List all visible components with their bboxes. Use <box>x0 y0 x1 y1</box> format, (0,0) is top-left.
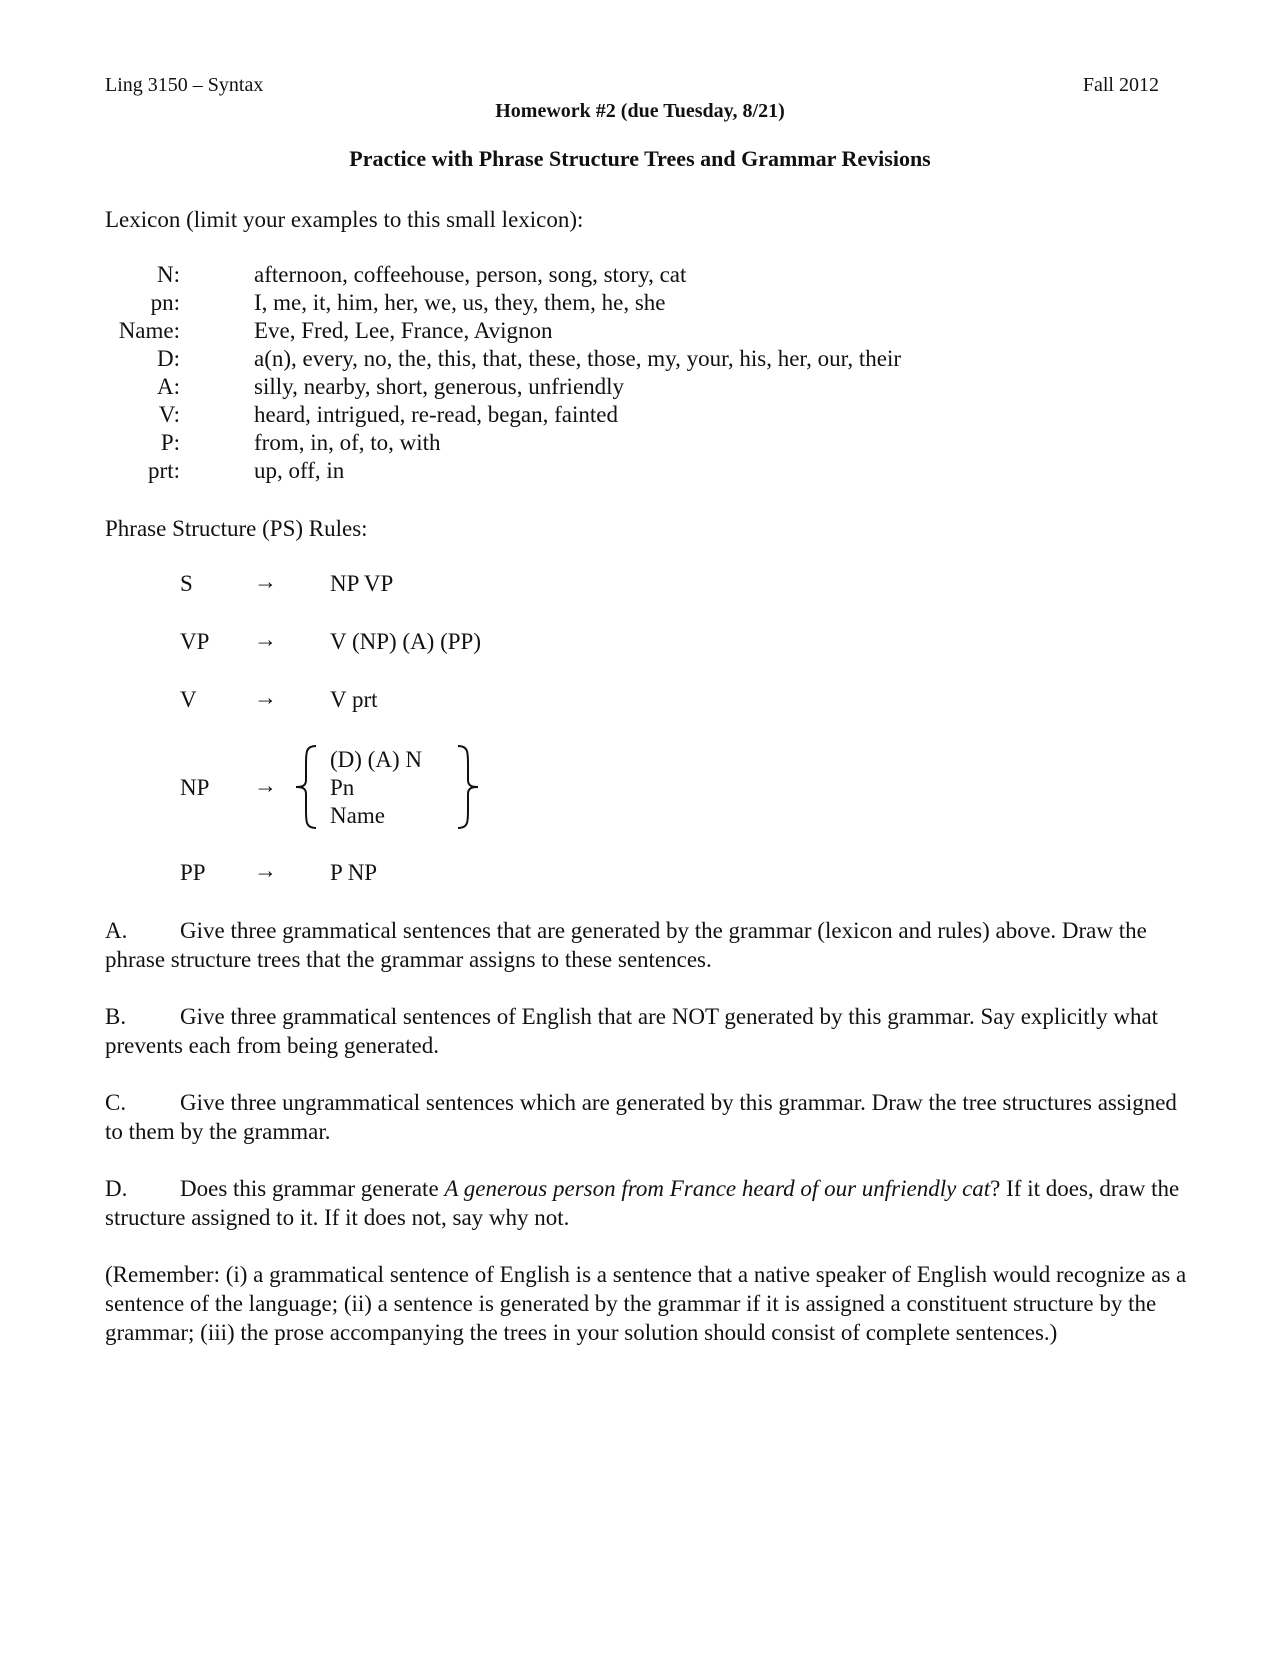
lexicon-label: N: <box>157 262 180 287</box>
rule-rhs: P NP <box>330 860 378 885</box>
lexicon-label: prt: <box>148 458 180 483</box>
lexicon-label: V: <box>158 402 180 427</box>
lexicon-words: from, in, of, to, with <box>254 430 441 455</box>
arrow-icon: → <box>254 569 277 594</box>
question-text: Give three grammatical sentences of English that are NOT generated by this grammar. Say explicitly what prevents each from being generated. <box>105 1004 1159 1058</box>
question-b <box>105 1002 1200 1060</box>
lexicon-words: a(n), every, no, the, this, that, these, those, my, your, his, her, our, their <box>254 346 902 371</box>
question-text: Give three grammatical sentences that are generated by the grammar (lexicon and rules) above. Draw the phrase structure trees that the grammar assigns to these sentences. <box>105 918 1147 972</box>
np-option: (D) (A) N <box>330 747 422 772</box>
lexicon-words: silly, nearby, short, generous, unfriendly <box>254 374 625 399</box>
right-brace-icon <box>452 744 482 830</box>
homework-line: Homework #2 (due Tuesday, 8/21) <box>495 100 785 122</box>
rules-intro: Phrase Structure (PS) Rules: <box>105 516 368 541</box>
question-letter: A. <box>105 918 128 943</box>
arrow-icon: → <box>254 773 277 798</box>
left-brace-icon <box>292 744 322 830</box>
arrow-icon: → <box>254 685 277 710</box>
rule-lhs: PP <box>180 860 206 885</box>
question-letter: D. <box>105 1176 128 1201</box>
rule-rhs: V prt <box>330 687 378 712</box>
lexicon-label: D: <box>157 346 180 371</box>
lexicon-label: pn: <box>150 290 180 315</box>
question-c <box>105 1088 1200 1146</box>
remember-note: (Remember: (i) a grammatical sentence of English is a sentence that a native speaker of English would recognize as a sentence of the language; (ii) a sentence is generated by the grammar if it is assigned a constituent structure by the grammar; (iii) the prose accompanying the trees in your solution should consist of complete sentences.) <box>105 1262 1187 1345</box>
question-a <box>105 916 1200 974</box>
lexicon-intro: Lexicon (limit your examples to this small lexicon): <box>105 207 584 232</box>
np-option: Pn <box>330 775 355 800</box>
question-text-before: Does this grammar generate <box>180 1176 445 1201</box>
rule-rhs: V (NP) (A) (PP) <box>330 629 481 654</box>
lexicon-words: Eve, Fred, Lee, France, Avignon <box>254 318 553 343</box>
rule-lhs: V <box>180 687 197 712</box>
lexicon-label: P: <box>160 430 180 455</box>
arrow-icon: → <box>254 627 277 652</box>
page-title: Practice with Phrase Structure Trees and Grammar Revisions <box>349 146 931 171</box>
question-d <box>105 1174 1200 1232</box>
arrow-icon: → <box>254 858 277 883</box>
question-text-after: ? If it does, draw the structure assigned to it. If it does not, say why not. <box>105 1176 1180 1230</box>
np-option: Name <box>330 803 385 828</box>
term: Fall 2012 <box>1082 74 1159 96</box>
question-letter: B. <box>105 1004 127 1029</box>
lexicon-words: up, off, in <box>254 458 345 483</box>
lexicon-words: heard, intrigued, re-read, began, fainted <box>254 402 618 427</box>
example-sentence: A generous person from France heard of our unfriendly cat <box>444 1176 991 1201</box>
lexicon-words: I, me, it, him, her, we, us, they, them, he, she <box>254 290 666 315</box>
rule-lhs: S <box>180 571 193 596</box>
lexicon-words: afternoon, coffeehouse, person, song, story, cat <box>254 262 687 287</box>
lexicon-label: A: <box>157 374 180 399</box>
course-title: Ling 3150 – Syntax <box>105 74 264 96</box>
lexicon-label: Name: <box>118 318 180 343</box>
question-letter: C. <box>105 1090 127 1115</box>
rule-lhs: VP <box>180 629 210 654</box>
rule-lhs: NP <box>180 775 210 800</box>
question-text: Give three ungrammatical sentences which are generated by this grammar. Draw the tree structures assigned to them by the grammar. <box>105 1090 1177 1144</box>
rule-rhs: NP VP <box>330 571 394 596</box>
